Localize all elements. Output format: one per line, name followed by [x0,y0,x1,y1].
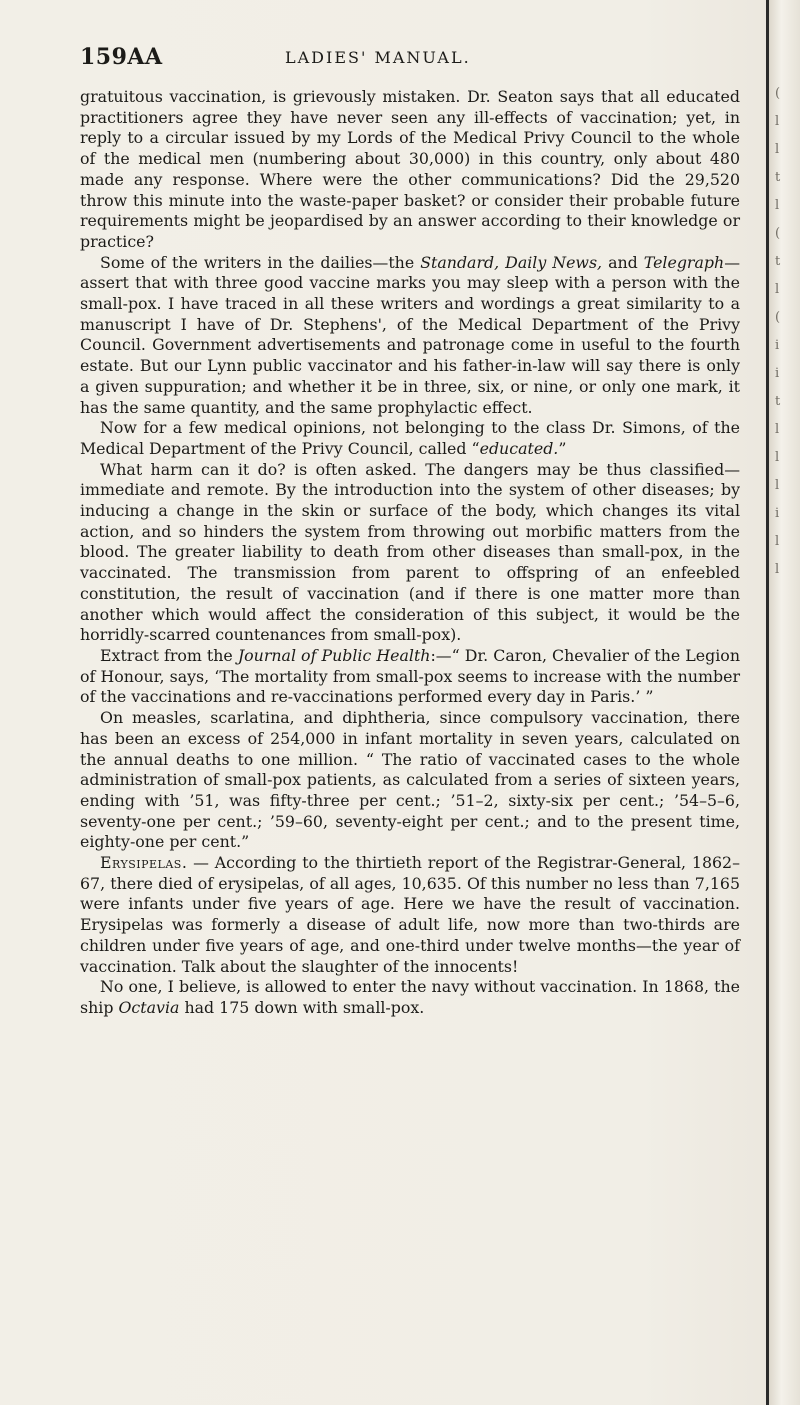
page-number: 159AA [80,44,163,70]
margin-fragment: ( [775,86,781,101]
margin-fragment: l [775,478,780,493]
paragraph: Extract from the Journal of Public Health:—“ Dr. Caron, Chevalier of the Legion of Honour, says, ‘The mortality from small-pox seems to increase with the number of the vaccinations and re-vaccinations performed every day in Paris.’ ” [80,645,740,707]
page-header [80,44,720,72]
facing-page-fragments [775,80,795,584]
margin-fragment: l [775,198,780,213]
margin-fragment: l [775,142,780,157]
margin-fragment: l [775,562,780,577]
margin-fragment: i [775,506,780,521]
section-heading: Erysipelas. [100,853,188,873]
margin-fragment: l [775,114,780,129]
margin-fragment: l [775,534,780,549]
margin-fragment: t [775,394,781,409]
paragraph: What harm can it do? is often asked. The dangers may be thus classified—immediate and remote. By the introduction into the system of other diseases; by inducing a change in the skin or surface of the body, which changes its vital action, and so hinders the system from throwing out morbific matters from the blood. The greater liability to death from other diseases than small-pox, in the vaccinated. The transmission from parent to offspring of an enfeebled constitution, the result of vaccination (and if there is one matter more than another which would affect the consideration of this subject, it would be the horridly-scarred countenances from small-pox). [80,459,740,645]
margin-fragment: t [775,170,781,185]
margin-fragment: ( [775,226,781,241]
paragraph: No one, I believe, is allowed to enter the navy without vaccination. In 1868, the ship Octavia had 175 down with small-pox. [80,977,740,1017]
paragraph: Now for a few medical opinions, not belonging to the class Dr. Simons, of the Medical Department of the Privy Council, called “educated.” [80,418,740,458]
paragraph: On measles, scarlatina, and diphtheria, since compulsory vaccination, there has been an excess of 254,000 in infant mortality in seven years, calculated on the annual deaths to one million. “ The ratio of vaccinated cases to the whole administration of small-pox patients, as calculated from a series of sixteen years, ending with ’51, was fifty-three per cent.; ’51–2, sixty-six per cent.; ’54–5–6, seventy-one per cent.; ’59–60, seventy-eight per cent.; and to the present time, eighty-one per cent.” [80,708,740,852]
body-text [80,87,740,1019]
margin-fragment: l [775,282,780,297]
paragraph: Some of the writers in the dailies—the Standard, Daily News, and Telegraph—assert that with three good vaccine marks you may sleep with a person with the small-pox. I have traced in all these writers and wordings a great similarity to a manuscript I have of Dr. Stephens', of the Medical Department of the Privy Council. Government advertisements and patronage come in useful to the fourth estate. But our Lynn public vaccinator and his father-in-law will say there is only a given suppuration; and whether it be in three, six, or nine, or only one mark, it has the same quantity, and the same prophylactic effect. [80,252,740,417]
margin-fragment: ( [775,310,781,325]
margin-fragment: l [775,450,780,465]
paragraph: Erysipelas. — According to the thirtieth report of the Registrar-General, 1862–67, there died of erysipelas, of all ages, 10,635. Of this number no less than 7,165 were infants under five years of age. Here we have the result of vaccination. Erysipelas was formerly a disease of adult life, now more than two-thirds are children under five years of age, and one-third under twelve months—the year of vaccination. Talk about the slaughter of the innocents! [80,853,740,976]
paragraph: gratuitous vaccination, is grievously mistaken. Dr. Seaton says that all educated practitioners agree they have never seen any ill-effects of vaccination; yet, in reply to a circular issued by my Lords of the Medical Privy Council to the whole of the medical men (numbering about 30,000) in this country, only about 480 made any response. Where were the other communications? Did the 29,520 throw this minute into the waste-paper basket? or consider their probable future requirements might be jeopardised by an answer according to their knowledge or practice? [80,87,740,251]
margin-fragment: t [775,254,781,269]
margin-fragment: l [775,422,780,437]
margin-fragment: i [775,366,780,381]
running-title: LADIES' MANUAL. [285,48,471,67]
margin-fragment: i [775,338,780,353]
